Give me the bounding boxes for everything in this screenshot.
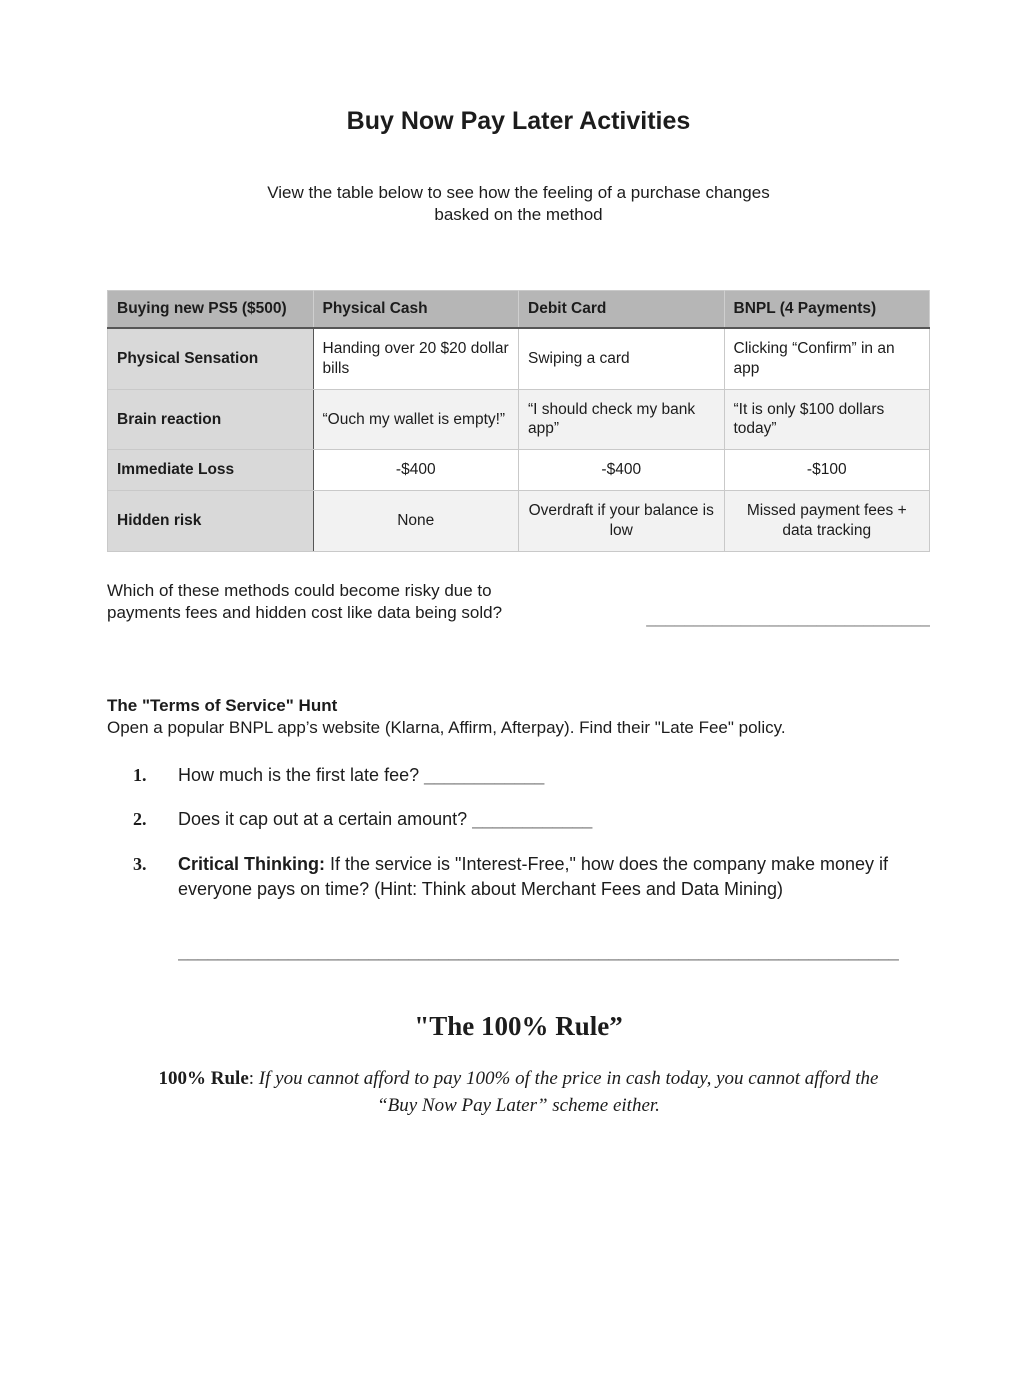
header-cell-bnpl: BNPL (4 Payments) [724,291,930,329]
table-row [108,450,930,491]
rule-definition: If you cannot afford to pay 100% of the price in cash today, you cannot afford the “Buy Now Pay Later” scheme either. [258,1067,879,1117]
rule-term: 100% Rule [158,1067,249,1089]
table-cell: -$100 [724,450,930,491]
row-label: Hidden risk [108,491,314,552]
subtitle [107,182,930,225]
section-intro: Open a popular BNPL app’s website (Klarna, Affirm, Afterpay). Find their "Late Fee" policy. [107,717,786,737]
table-row [108,491,930,552]
item-question: Does it cap out at a certain amount? [178,809,468,830]
item-text [178,763,918,789]
table-cell: Swiping a card [519,328,725,389]
table-cell: Clicking “Confirm” in an app [724,328,930,389]
long-answer-blank: ________________________________________________________________________ [178,940,899,961]
item-question: How much is the first late fee? [178,764,420,785]
table-row [108,328,930,389]
list-item-3 [107,852,930,903]
rule-heading: "The 100% Rule” [414,1010,623,1041]
item-number: 3. [133,853,147,874]
row-label: Immediate Loss [108,450,314,491]
table-header-row [108,291,930,329]
answer-blank: ____________ [472,809,593,830]
header-cell-scenario: Buying new PS5 ($500) [108,291,314,329]
item-text [178,807,918,833]
comparison-table [107,290,930,552]
terms-of-service-hunt-section [107,695,930,962]
subtitle-line-1: View the table below to see how the feeling of a purchase changes [267,183,770,202]
section-heading: The "Terms of Service" Hunt [107,695,338,715]
question-block [107,580,930,627]
subtitle-line-2: basked on the method [434,204,603,224]
table-cell: -$400 [519,450,725,491]
item-number: 1. [133,764,147,785]
numbered-list [107,763,930,962]
table-cell: Handing over 20 $20 dollar bills [313,328,519,389]
question-text: Which of these methods could become risky due to payments fees and hidden cost like data being sold? [107,580,503,622]
table-cell: “I should check my bank app” [519,389,725,450]
header-cell-debit-card: Debit Card [519,291,725,329]
header-cell-physical-cash: Physical Cash [313,291,519,329]
table-cell: Missed payment fees + data tracking [724,491,930,552]
answer-blank: ____________ [424,764,545,785]
row-label: Brain reaction [108,389,314,450]
page-title: Buy Now Pay Later Activities [346,107,691,135]
item-lead-bold: Critical Thinking: [178,853,331,874]
table-cell: -$400 [313,450,519,491]
table-cell: “It is only $100 dollars today” [724,389,930,450]
rule-paragraph [154,1065,884,1120]
item-question: If the service is "Interest-Free," how does the company make money if everyone pays on time? (Hint: Think about Merchant Fees and Data Mining) [178,853,889,900]
table-cell: Overdraft if your balance is low [519,491,725,552]
table-cell: “Ouch my wallet is empty!” [313,389,519,450]
item-number: 2. [133,809,147,830]
answer-blank: ______________________________ [646,607,930,627]
row-label: Physical Sensation [108,328,314,389]
list-item-2 [107,807,930,833]
table-row [108,389,930,450]
item-text [178,852,918,903]
list-item-1 [107,763,930,789]
rule-colon: : [248,1067,259,1089]
table-cell: None [313,491,519,552]
